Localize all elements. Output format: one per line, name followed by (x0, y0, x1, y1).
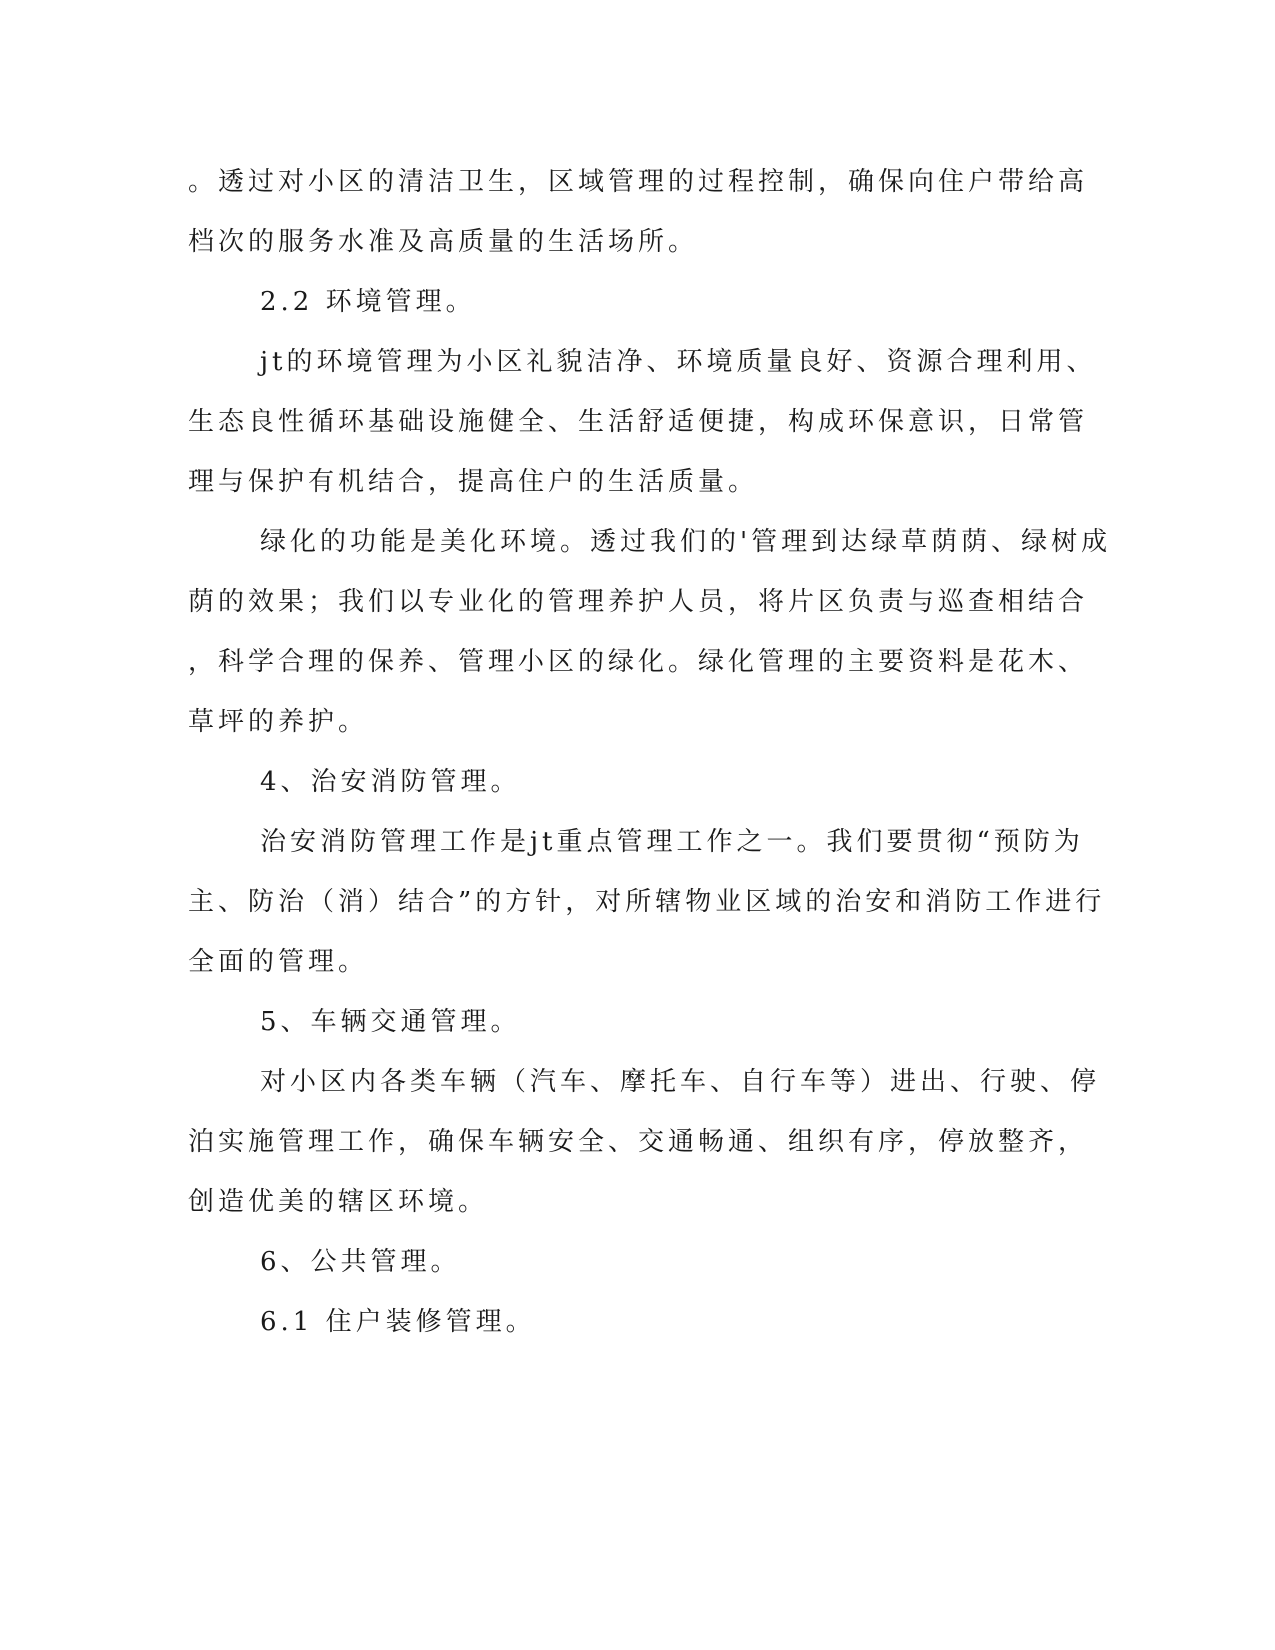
paragraph-line: ，科学合理的保养、管理小区的绿化。绿化管理的主要资料是花木、 (188, 647, 1089, 677)
section-heading: 2.2 环境管理。 (260, 287, 476, 317)
paragraph-line: 绿化的功能是美化环境。透过我们的'管理到达绿草荫荫、绿树成 (260, 527, 1112, 557)
paragraph-line: 全面的管理。 (188, 947, 369, 977)
section-heading: 5、车辆交通管理。 (260, 1007, 521, 1037)
paragraph-line: 荫的效果；我们以专业化的管理养护人员，将片区负责与巡查相结合 (188, 587, 1089, 617)
paragraph-line: jt的环境管理为小区礼貌洁净、环境质量良好、资源合理利用、 (260, 347, 1097, 377)
paragraph-line: 生态良性循环基础设施健全、生活舒适便捷，构成环保意识，日常管 (188, 407, 1089, 437)
paragraph-line: 。透过对小区的清洁卫生，区域管理的过程控制，确保向住户带给高 (188, 167, 1089, 197)
paragraph-line: 对小区内各类车辆（汽车、摩托车、自行车等）进出、行驶、停 (260, 1067, 1101, 1097)
paragraph-line: 理与保护有机结合，提高住户的生活质量。 (188, 467, 759, 497)
paragraph-line: 泊实施管理工作，确保车辆安全、交通畅通、组织有序，停放整齐， (188, 1127, 1089, 1157)
paragraph-line: 档次的服务水准及高质量的生活场所。 (188, 227, 699, 257)
document-body (188, 162, 1112, 1362)
paragraph-line: 主、防治（消）结合”的方针，对所辖物业区域的治安和消防工作进行 (188, 887, 1106, 917)
paragraph-line: 创造优美的辖区环境。 (188, 1187, 489, 1217)
paragraph-line: 草坪的养护。 (188, 707, 369, 737)
section-heading: 4、治安消防管理。 (260, 767, 521, 797)
section-heading: 6、公共管理。 (260, 1247, 461, 1277)
paragraph-line: 治安消防管理工作是jt重点管理工作之一。我们要贯彻“预防为 (260, 827, 1084, 857)
section-heading: 6.1 住户装修管理。 (260, 1307, 536, 1337)
